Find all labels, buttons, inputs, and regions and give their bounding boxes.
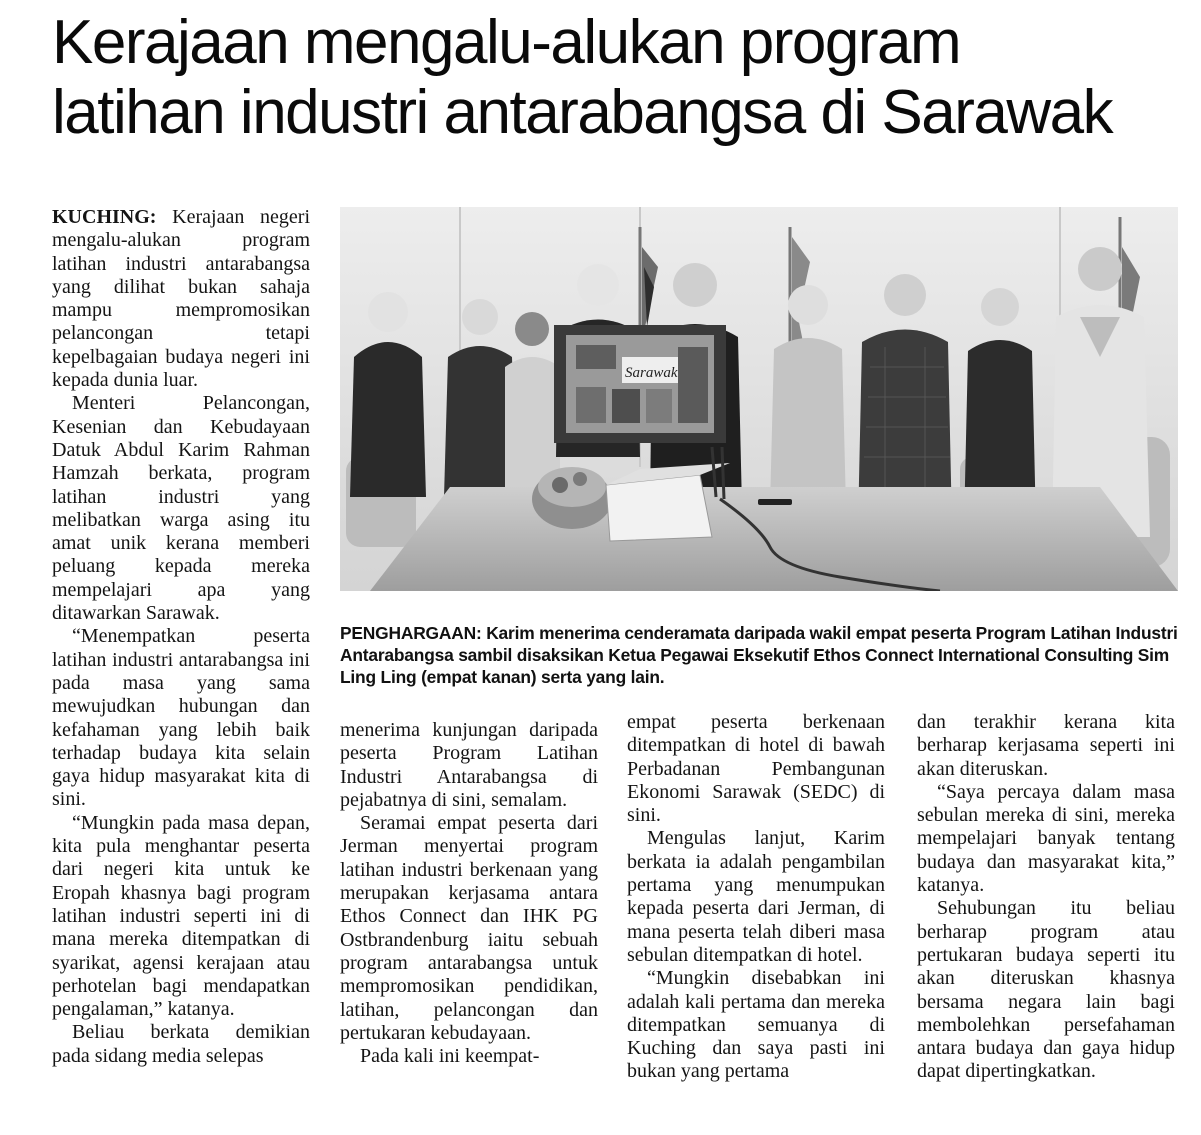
headline [52, 8, 1182, 148]
caption-text: Karim menerima cenderamata daripada wakil empat peserta Program Latihan Industri Antarabangsa sambil disaksikan Ketua Pegawai Eksekutif Ethos Connect International Consulting Sim Ling Ling (empat kanan) serta yang lain. [340, 623, 1178, 687]
photo-illustration [340, 207, 1178, 591]
headline-line-1: Kerajaan mengalu-alukan program [52, 8, 961, 77]
paragraph: Mengulas lanjut, Karim berkata ia adalah pengambilan pertama yang menumpukan kepada peserta dari Jerman, di mana peserta telah diberi masa sebulan ditempatkan di hotel. [627, 827, 885, 966]
article-column-3 [627, 711, 885, 1084]
paragraph-text: Kerajaan negeri mengalu-alukan program latihan industri antarabangsa yang dilihat bukan sahaja mampu mempromosikan pelancongan tetapi kepelbagaian budaya negeri ini kepada dunia luar. [52, 206, 310, 392]
frame-text: Sarawak [625, 365, 678, 381]
paragraph: “Mungkin pada masa depan, kita pula menghantar peserta dari negeri kita untuk ke Eropah khasnya bagi program latihan industri seperti ini di mana mereka ditempatkan di syarikat, agensi kerajaan atau perhotelan bagi mendapatkan pengalaman,” katanya. [52, 811, 310, 1021]
paragraph: “Mungkin disebabkan ini adalah kali pertama dan mereka ditempatkan semuanya di Kuching dan saya pasti ini bukan yang pertama [627, 967, 885, 1083]
dateline: KUCHING: [52, 206, 157, 228]
caption-lead: PENGHARGAAN: [340, 623, 482, 643]
paragraph [52, 206, 310, 392]
photo-caption [340, 622, 1185, 688]
paragraph: “Menempatkan peserta latihan industri antarabangsa ini pada masa yang sama mewujudkan hubungan dan kefahaman yang lebih baik terhadap budaya kita selain gaya hidup masyarakat kita di sini. [52, 625, 310, 811]
paragraph: Sehubungan itu beliau berharap program atau pertukaran budaya seperti itu akan diteruskan khasnya bersama negara lain bagi membolehkan persefahaman antara budaya dan gaya hidup dapat dipertingkatkan. [917, 897, 1175, 1083]
paragraph: Pada kali ini keempat- [360, 1045, 540, 1068]
paragraph: Menteri Pelancongan, Kesenian dan Kebudayaan Datuk Abdul Karim Rahman Hamzah berkata, program latihan industri yang melibatkan warga asing itu amat unik kerana memberi peluang kepada mereka mempelajari apa yang ditawarkan Sarawak. [52, 392, 310, 625]
gift-basket [532, 467, 612, 529]
paragraph: menerima kunjungan daripada peserta Program Latihan Industri Antarabangsa di pejabatnya di sini, semalam. [340, 719, 598, 811]
paragraph: empat peserta berkenaan ditempatkan di hotel di bawah Perbadanan Pembangunan Ekonomi Sarawak (SEDC) di sini. [627, 711, 885, 827]
paragraph: Beliau berkata demikian pada sidang media selepas [52, 1021, 310, 1067]
paragraph: dan terakhir kerana kita berharap kerjasama seperti ini akan diteruskan. [917, 711, 1175, 780]
article-column-2 [340, 719, 598, 1068]
news-photo [340, 207, 1178, 591]
framed-souvenir [554, 325, 726, 443]
article-column-4 [917, 711, 1175, 1084]
paragraph: “Saya percaya dalam masa sebulan mereka di sini, mereka mempelajari banyak tentang budaya dan masyarakat kita,” katanya. [917, 780, 1175, 897]
headline-line-2: latihan industri antarabangsa di Sarawak [52, 78, 1113, 147]
paragraph: Seramai empat peserta dari Jerman menyertai program latihan industri berkenaan yang merupakan kerjasama antara Ethos Connect dan IHK PG Ostbrandenburg iaitu sebuah program antarabangsa untuk mempromosikan pendidikan, latihan, pelancongan dan pertukaran kebudayaan. [340, 812, 598, 1044]
article-column-1 [52, 206, 310, 1068]
